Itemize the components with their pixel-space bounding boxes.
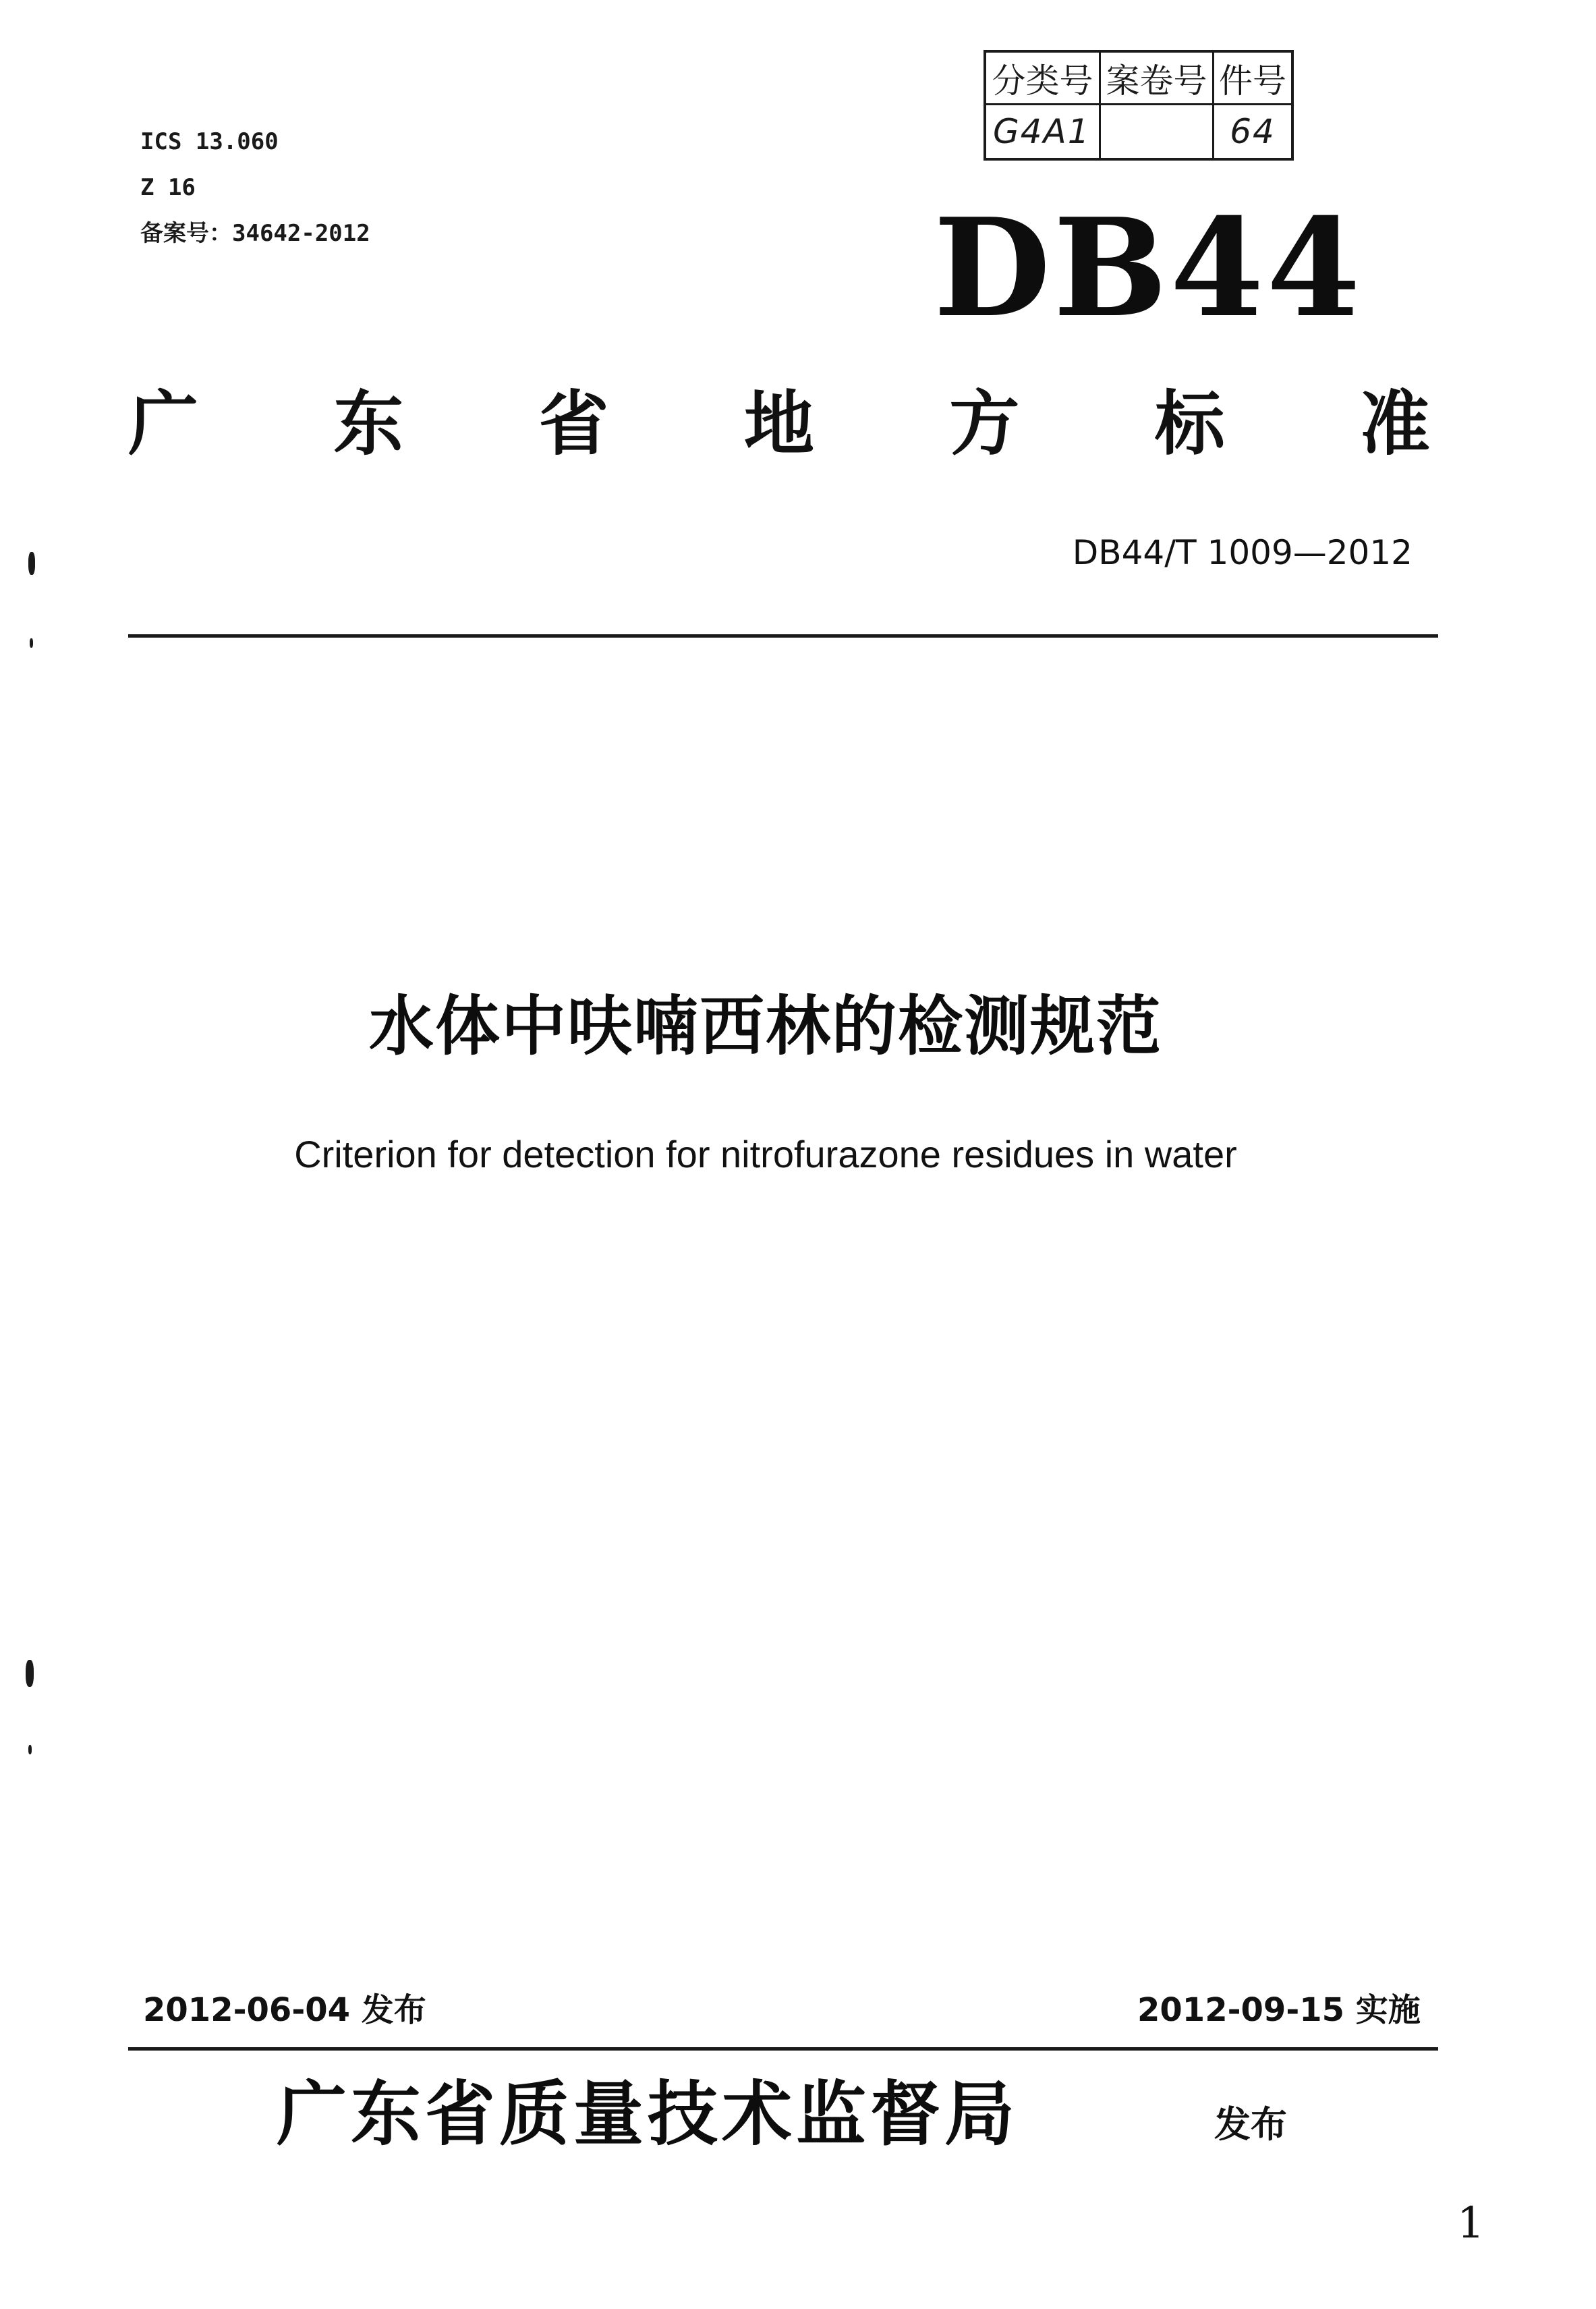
standard-type-char: 准 (1359, 383, 1430, 465)
standard-type-heading (128, 383, 1430, 464)
ccs-code: Z 16 (140, 174, 196, 201)
standard-number: DB44/T 1009—2012 (1072, 533, 1413, 572)
stamp-value-category: G4A1 (986, 105, 1101, 158)
scan-artifact (28, 552, 35, 575)
ics-code: ICS 13.060 (140, 128, 279, 155)
stamp-value-item: 64 (1230, 112, 1276, 151)
scan-artifact (28, 1745, 32, 1754)
footer-divider (128, 2047, 1438, 2051)
implementation-date: 2012-09-15 实施 (1137, 1991, 1421, 2029)
issuing-authority-suffix: 发布 (1214, 2103, 1287, 2146)
standard-type-char: 标 (1154, 383, 1225, 465)
issuing-authority: 广东省质量技术监督局 (277, 2072, 1019, 2155)
document-title-chinese: 水体中呋喃西林的检测规范 (369, 989, 1162, 1064)
standard-type-char: 广 (128, 383, 199, 465)
standard-code-logo: DB44 (934, 189, 1363, 347)
stamp-header-item: 件号 (1214, 53, 1291, 105)
stamp-header-file: 案卷号 (1101, 53, 1214, 105)
standard-type-char: 方 (949, 383, 1020, 465)
stamp-value-file (1101, 105, 1214, 158)
standard-type-char: 东 (333, 383, 404, 465)
standard-type-char: 地 (743, 383, 814, 465)
archive-stamp-table (984, 50, 1294, 161)
document-title-english: Criterion for detection for nitrofurazone residues in water (294, 1133, 1237, 1175)
standard-type-char: 省 (538, 383, 609, 465)
scan-artifact (26, 1660, 34, 1687)
record-number: 备案号：34642-2012 (140, 220, 370, 247)
scan-artifact (30, 638, 33, 648)
issue-date: 2012-06-04 发布 (143, 1991, 426, 2029)
page-number: 1 (1457, 2198, 1485, 2248)
stamp-header-category: 分类号 (986, 53, 1101, 105)
header-divider (128, 634, 1438, 638)
